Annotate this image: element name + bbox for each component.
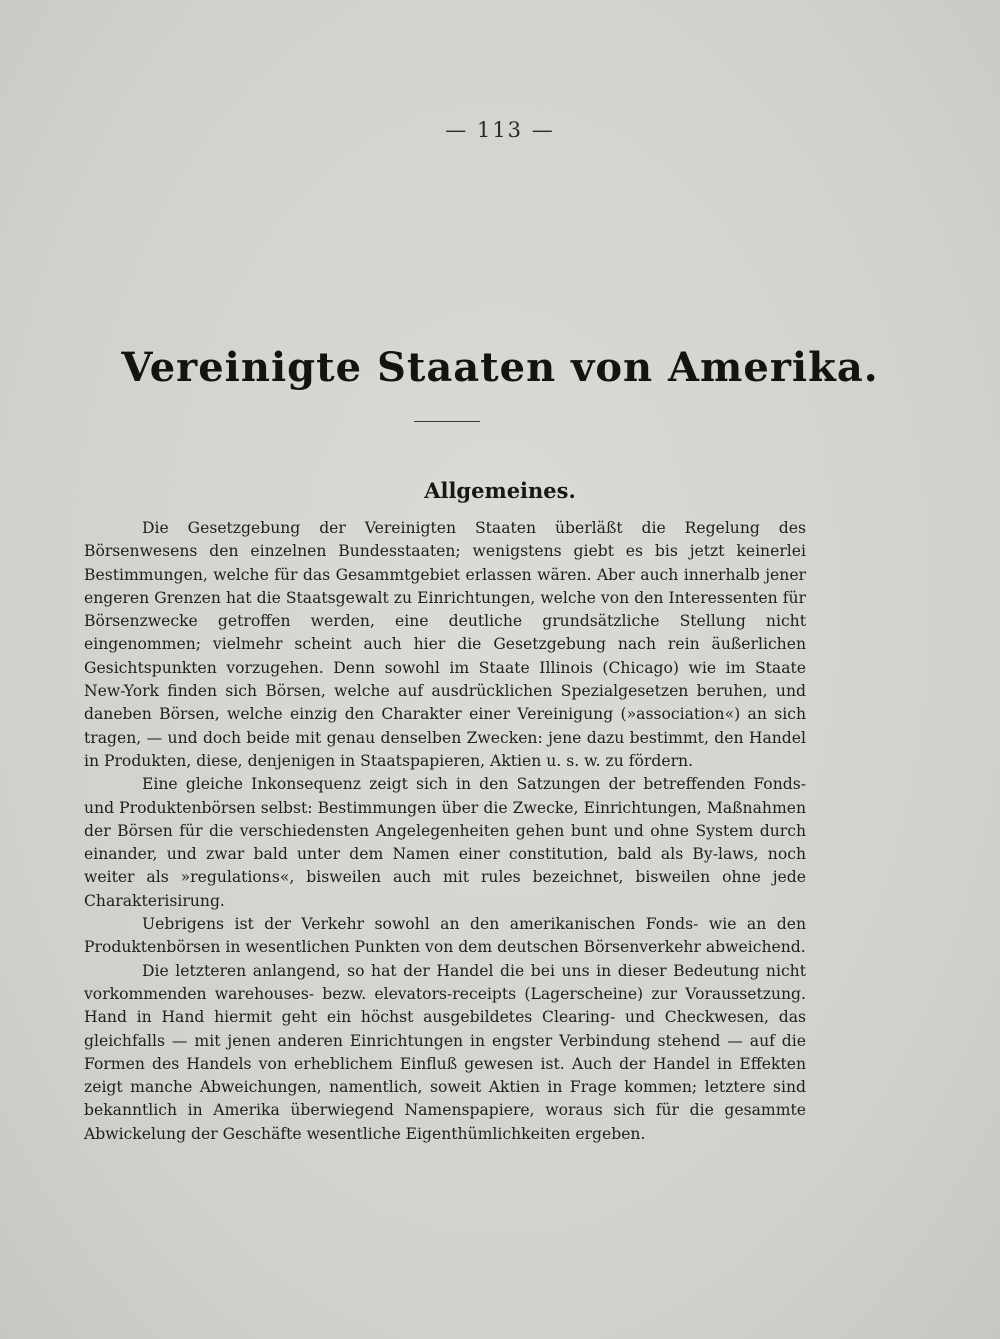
title-divider — [414, 421, 480, 422]
page-number: — 113 — — [445, 118, 555, 142]
paragraph-1: Die Gesetzgebung der Vereinigten Staaten überläßt die Regelung des Börsenwesens den einzelnen Bundesstaaten; wenigstens giebt es bis jetzt keinerlei Bestimmungen, welche für das Gesammtgebiet erlassen wären. Aber auch innerhalb jener engeren Grenzen hat die Staatsgewalt zu Einrichtungen, welche von den Interessenten für Börsenzwecke getroffen werden, eine deutliche grundsätzliche Stellung nicht eingenommen; vielmehr scheint auch hier die Gesetzgebung nach rein äußerlichen Gesichtspunkten vorzugehen. Denn sowohl im Staate Illinois (Chicago) wie im Staate New-York finden sich Börsen, welche auf ausdrücklichen Spezialgesetzen beruhen, und daneben Börsen, welche einzig den Charakter einer Vereinigung (»association«) an sich tragen, — und doch beide mit genau denselben Zwecken: jene dazu bestimmt, den Handel in Produkten, diese, denjenigen in Staatspapieren, Aktien u. s. w. zu fördern. — [84, 519, 806, 770]
paragraph-3: Uebrigens ist der Verkehr sowohl an den amerikanischen Fonds- wie an den Produktenbörsen in wesentlichen Punkten von dem deutschen Börsenverkehr abweichend. — [84, 915, 806, 957]
section-heading: Allgemeines. — [424, 478, 576, 503]
paragraph-2: Eine gleiche Inkonsequenz zeigt sich in den Satzungen der betreffenden Fonds- und Produktenbörsen selbst: Bestimmungen über die Zwecke, Einrichtungen, Maßnahmen der Börsen für die verschiedensten Angelegenheiten gehen bunt und ohne System durch einander, und zwar bald unter dem Namen einer constitution, bald als By-laws, noch weiter als »regulations«, bisweilen auch mit rules bezeichnet, bisweilen ohne jede Charakterisirung. — [84, 775, 806, 910]
page-title: Vereinigte Staaten von Amerika. — [121, 344, 879, 391]
body-text — [84, 517, 806, 1146]
paragraph-4: Die letzteren anlangend, so hat der Handel die bei uns in dieser Bedeutung nicht vorkommenden warehouses- bezw. elevators-receipts (Lagerscheine) zur Voraussetzung. Hand in Hand hiermit geht ein höchst ausgebildetes Clearing- und Checkwesen, das gleichfalls — mit jenen anderen Einrichtungen in engster Verbindung stehend — auf die Formen des Handels von erheblichem Einfluß gewesen ist. Auch der Handel in Effekten zeigt manche Abweichungen, namentlich, soweit Aktien in Frage kommen; letztere sind bekanntlich in Amerika überwiegend Namenspapiere, woraus sich für die gesammte Abwickelung der Geschäfte wesentliche Eigenthümlichkeiten ergeben. — [84, 961, 806, 1143]
